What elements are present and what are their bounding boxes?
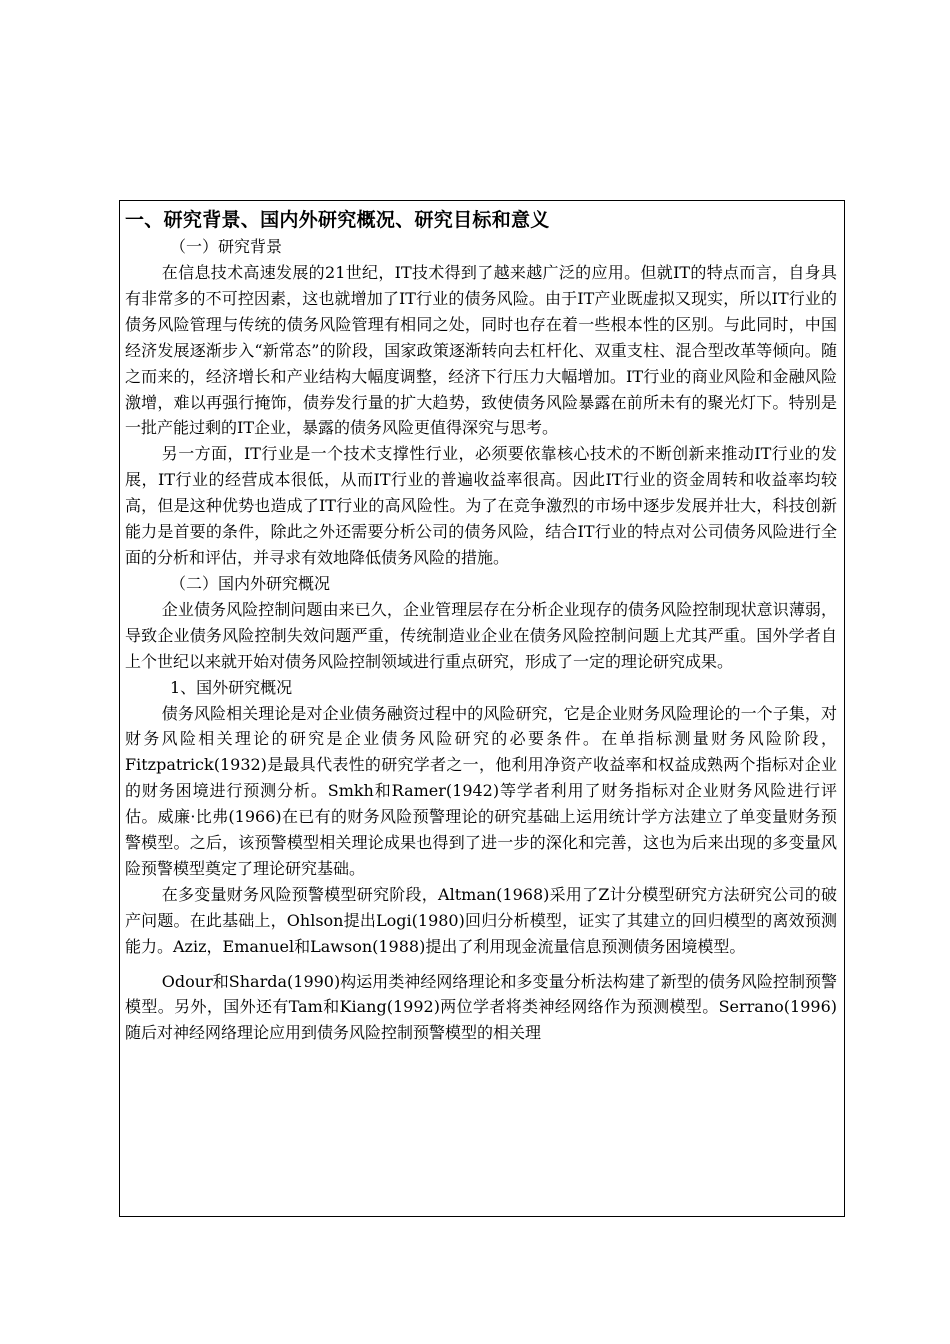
paragraph: 在信息技术高速发展的21世纪，IT技术得到了越来越广泛的应用。但就IT的特点而言，自身具有非常多的不可控因素，这也就增加了IT行业的债务风险。由于IT产业既虚拟又现实，所以IT行业的债务风险管理与传统的债务风险管理有相同之处，同时也存在着一些根本性的区别。与此同时，中国经济发展逐渐步入“新常态”的阶段，国家政策逐渐转向去杠杆化、双重支柱、混合型改革等倾向。随之而来的，经济增长和产业结构大幅度调整，经济下行压力大幅增加。IT行业的商业风险和金融风险激增，难以再强行掩饰，债券发行量的扩大趋势，致使债务风险暴露在前所未有的聚光灯下。特别是一批产能过剩的IT企业，暴露的债务风险更值得深究与思考。 bbox=[125, 263, 837, 438]
section-title-research-overview: （二）国内外研究概况 bbox=[170, 573, 331, 593]
main-heading: 一、研究背景、国内外研究概况、研究目标和意义 bbox=[125, 209, 550, 231]
paragraph: 另一方面，IT行业是一个技术支撑性行业，必须要依靠核心技术的不断创新来推动IT行业的发展，IT行业的经营成本很低，从而IT行业的普遍收益率很高。因此IT行业的资金周转和收益率均较高，但是这种优势也造成了IT行业的高风险性。为了在竞争激烈的市场中逐步发展并壮大，科技创新能力是首要的条件，除此之外还需要分析公司的债务风险，结合IT行业的特点对公司债务风险进行全面的分析和评估，并寻求有效地降低债务风险的措施。 bbox=[125, 444, 837, 567]
subsection-title-foreign: 1、国外研究概况 bbox=[170, 677, 293, 697]
section-title-background: （一）研究背景 bbox=[170, 237, 283, 256]
paragraph: 在多变量财务风险预警模型研究阶段，Altman(1968)采用了Z计分模型研究方法研究公司的破产问题。在此基础上，Ohlson提出Logi(1980)回归分析模型，证实了其建立的回归模型的离效预测能力。Aziz，Emanuel和Lawson(1988)提出了利用现金流量信息预测债务困境模型。 bbox=[125, 884, 837, 956]
paragraph: Odour和Sharda(1990)构运用类神经网络理论和多变量分析法构建了新型的债务风险控制预警模型。另外，国外还有Tam和Kiang(1992)两位学者将类神经网络作为预测模型。Serrano(1996)随后对神经网络理论应用到债务风险控制预警模型的相关理 bbox=[125, 971, 837, 1043]
paragraph: 企业债务风险控制问题由来已久，企业管理层存在分析企业现存的债务风险控制现状意识薄弱，导致企业债务风险控制失效问题严重，传统制造业企业在债务风险控制问题上尤其严重。国外学者自上个世纪以来就开始对债务风险控制领域进行重点研究，形成了一定的理论研究成果。 bbox=[125, 599, 837, 671]
paragraph-gap bbox=[125, 960, 837, 969]
document-body bbox=[125, 206, 837, 1046]
paragraph: 债务风险相关理论是对企业债务融资过程中的风险研究，它是企业财务风险理论的一个子集，对财务风险相关理论的研究是企业债务风险研究的必要条件。在单指标测量财务风险阶段，Fitzpatrick(1932)是最具代表性的研究学者之一，他利用净资产收益率和权益成熟两个指标对企业的财务困境进行预测分析。Smkh和Ramer(1942)等学者利用了财务指标对企业财务风险进行评估。威廉·比弗(1966)在已有的财务风险预警理论的研究基础上运用统计学方法建立了单变量财务预警模型。之后，该预警模型相关理论成果也得到了进一步的深化和完善，这也为后来出现的多变量风险预警模型奠定了理论研究基础。 bbox=[125, 703, 837, 878]
